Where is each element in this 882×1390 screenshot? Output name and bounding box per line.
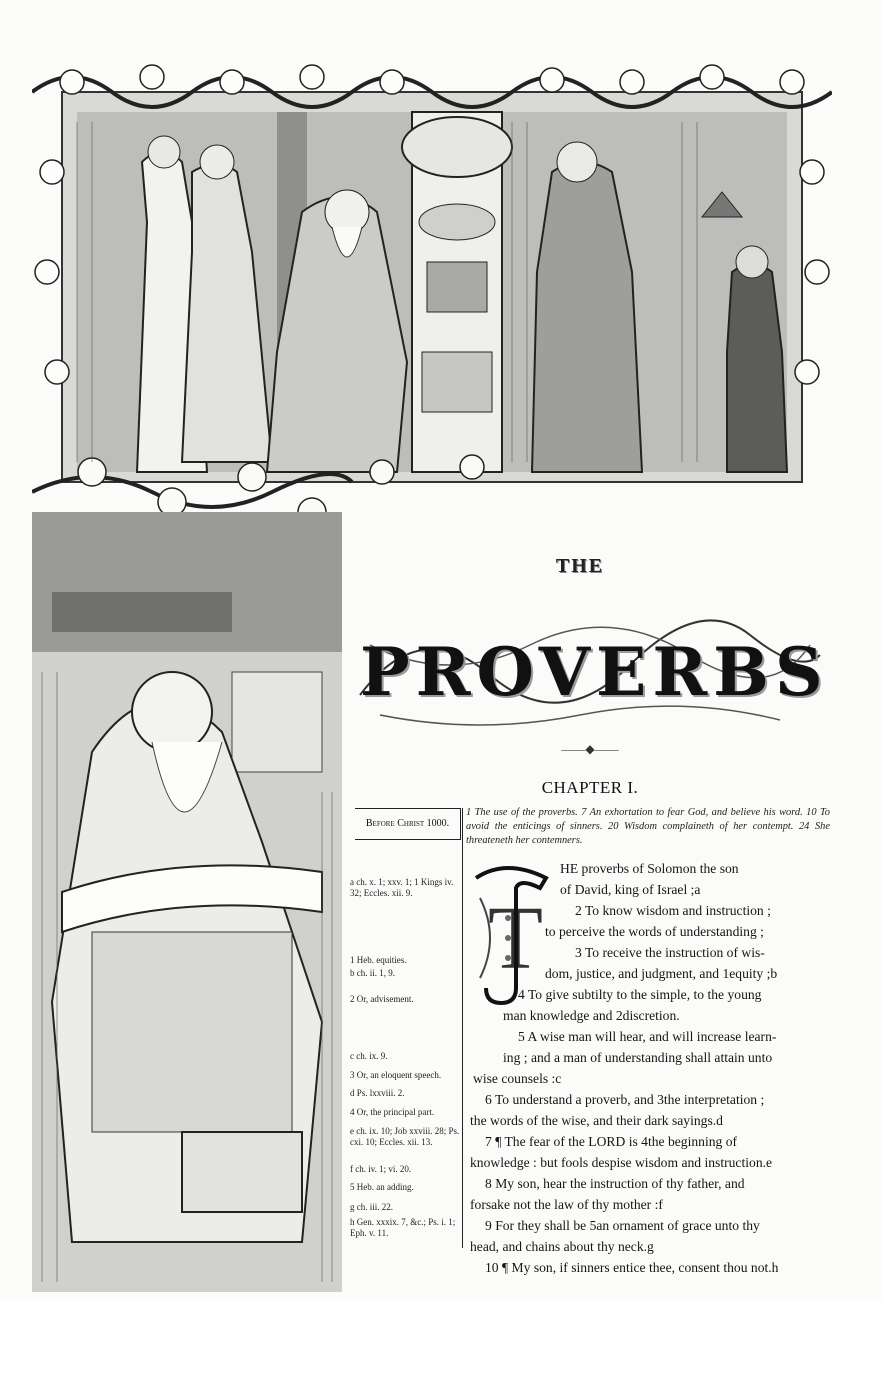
verse-line: 2 To know wisdom and instruction ; [575, 903, 771, 918]
margin-note: a ch. x. 1; xxv. 1; 1 Kings iv. 32; Eccles. xii. 9. [350, 877, 454, 898]
margin-note: 5 Heb. an adding. [350, 1182, 414, 1192]
verse-line: 5 A wise man will hear, and will increase learn- [518, 1029, 777, 1044]
verse-line: ing ; and a man of understanding shall attain unto [503, 1050, 773, 1065]
title-ornament [350, 605, 830, 735]
verse-line: 10 ¶ My son, if sinners entice thee, consent thou not.h [485, 1260, 779, 1275]
margin-note: g ch. iii. 22. [350, 1202, 393, 1212]
margin-note: c ch. ix. 9. [350, 1051, 388, 1061]
margin-note: d Ps. lxxviii. 2. [350, 1088, 405, 1098]
verse-line: forsake not the law of thy mother :f [470, 1197, 663, 1212]
verse-line: dom, justice, and judgment, and 1equity ;b [545, 966, 778, 981]
margin-note: 4 Or, the principal part. [350, 1107, 435, 1117]
book-title: PROVERBS [360, 633, 829, 711]
verse-line: man knowledge and 2discretion. [503, 1008, 680, 1023]
verse-line: of David, king of Israel ;a [560, 882, 701, 897]
verse-line: 4 To give subtilty to the simple, to the young [518, 987, 762, 1002]
verse-line: the words of the wise, and their dark sayings.d [470, 1113, 723, 1128]
column-rule [462, 808, 463, 1248]
verse-line: 8 My son, hear the instruction of thy father, and [485, 1176, 745, 1191]
margin-note: b ch. ii. 1, 9. [350, 968, 395, 978]
dropcap-letter: T [488, 889, 543, 988]
margin-note: 1 Heb. equities. [350, 955, 407, 965]
title-the: THE [555, 555, 605, 577]
title-divider: ——◆—— [561, 742, 619, 756]
footstool [182, 1132, 302, 1212]
verse-line: 9 For they shall be 5an ornament of grace unto thy [485, 1218, 760, 1233]
margin-note: e ch. ix. 10; Job xxviii. 28; Ps. cxi. 10; Eccles. xii. 13. [350, 1126, 460, 1147]
bottom-margin [0, 1300, 882, 1390]
verse-line: wise counsels :c [473, 1071, 562, 1086]
chapter-summary: 1 The use of the proverbs. 7 An exhortation to fear God, and believe his word. 10 To avoid the enticings of sinners. 20 Wisdom complaineth of her contempt. 24 She threateneth her contemners. [466, 807, 830, 846]
margin-note: 2 Or, advisement. [350, 994, 414, 1004]
margin-note: f ch. iv. 1; vi. 20. [350, 1164, 412, 1174]
verse-line: head, and chains about thy neck.g [470, 1239, 654, 1254]
verse-line: 6 To understand a proverb, and 3the interpretation ; [485, 1092, 765, 1107]
margin-note: h Gen. xxxix. 7, &c.; Ps. i. 1; Eph. v. 11. [350, 1217, 456, 1238]
chapter-heading: CHAPTER I. [541, 778, 639, 797]
margin-note: 3 Or, an eloquent speech. [350, 1070, 442, 1080]
verse-line: 3 To receive the instruction of wis- [575, 945, 765, 960]
verse-line: 7 ¶ The fear of the LORD is 4the beginning of [485, 1134, 738, 1149]
verse-line: knowledge : but fools despise wisdom and instruction.e [470, 1155, 773, 1170]
verse-line: HE proverbs of Solomon the son [560, 861, 739, 876]
verse-line: to perceive the words of understanding ; [545, 924, 764, 939]
era-label: Before Christ 1000. [355, 808, 461, 840]
